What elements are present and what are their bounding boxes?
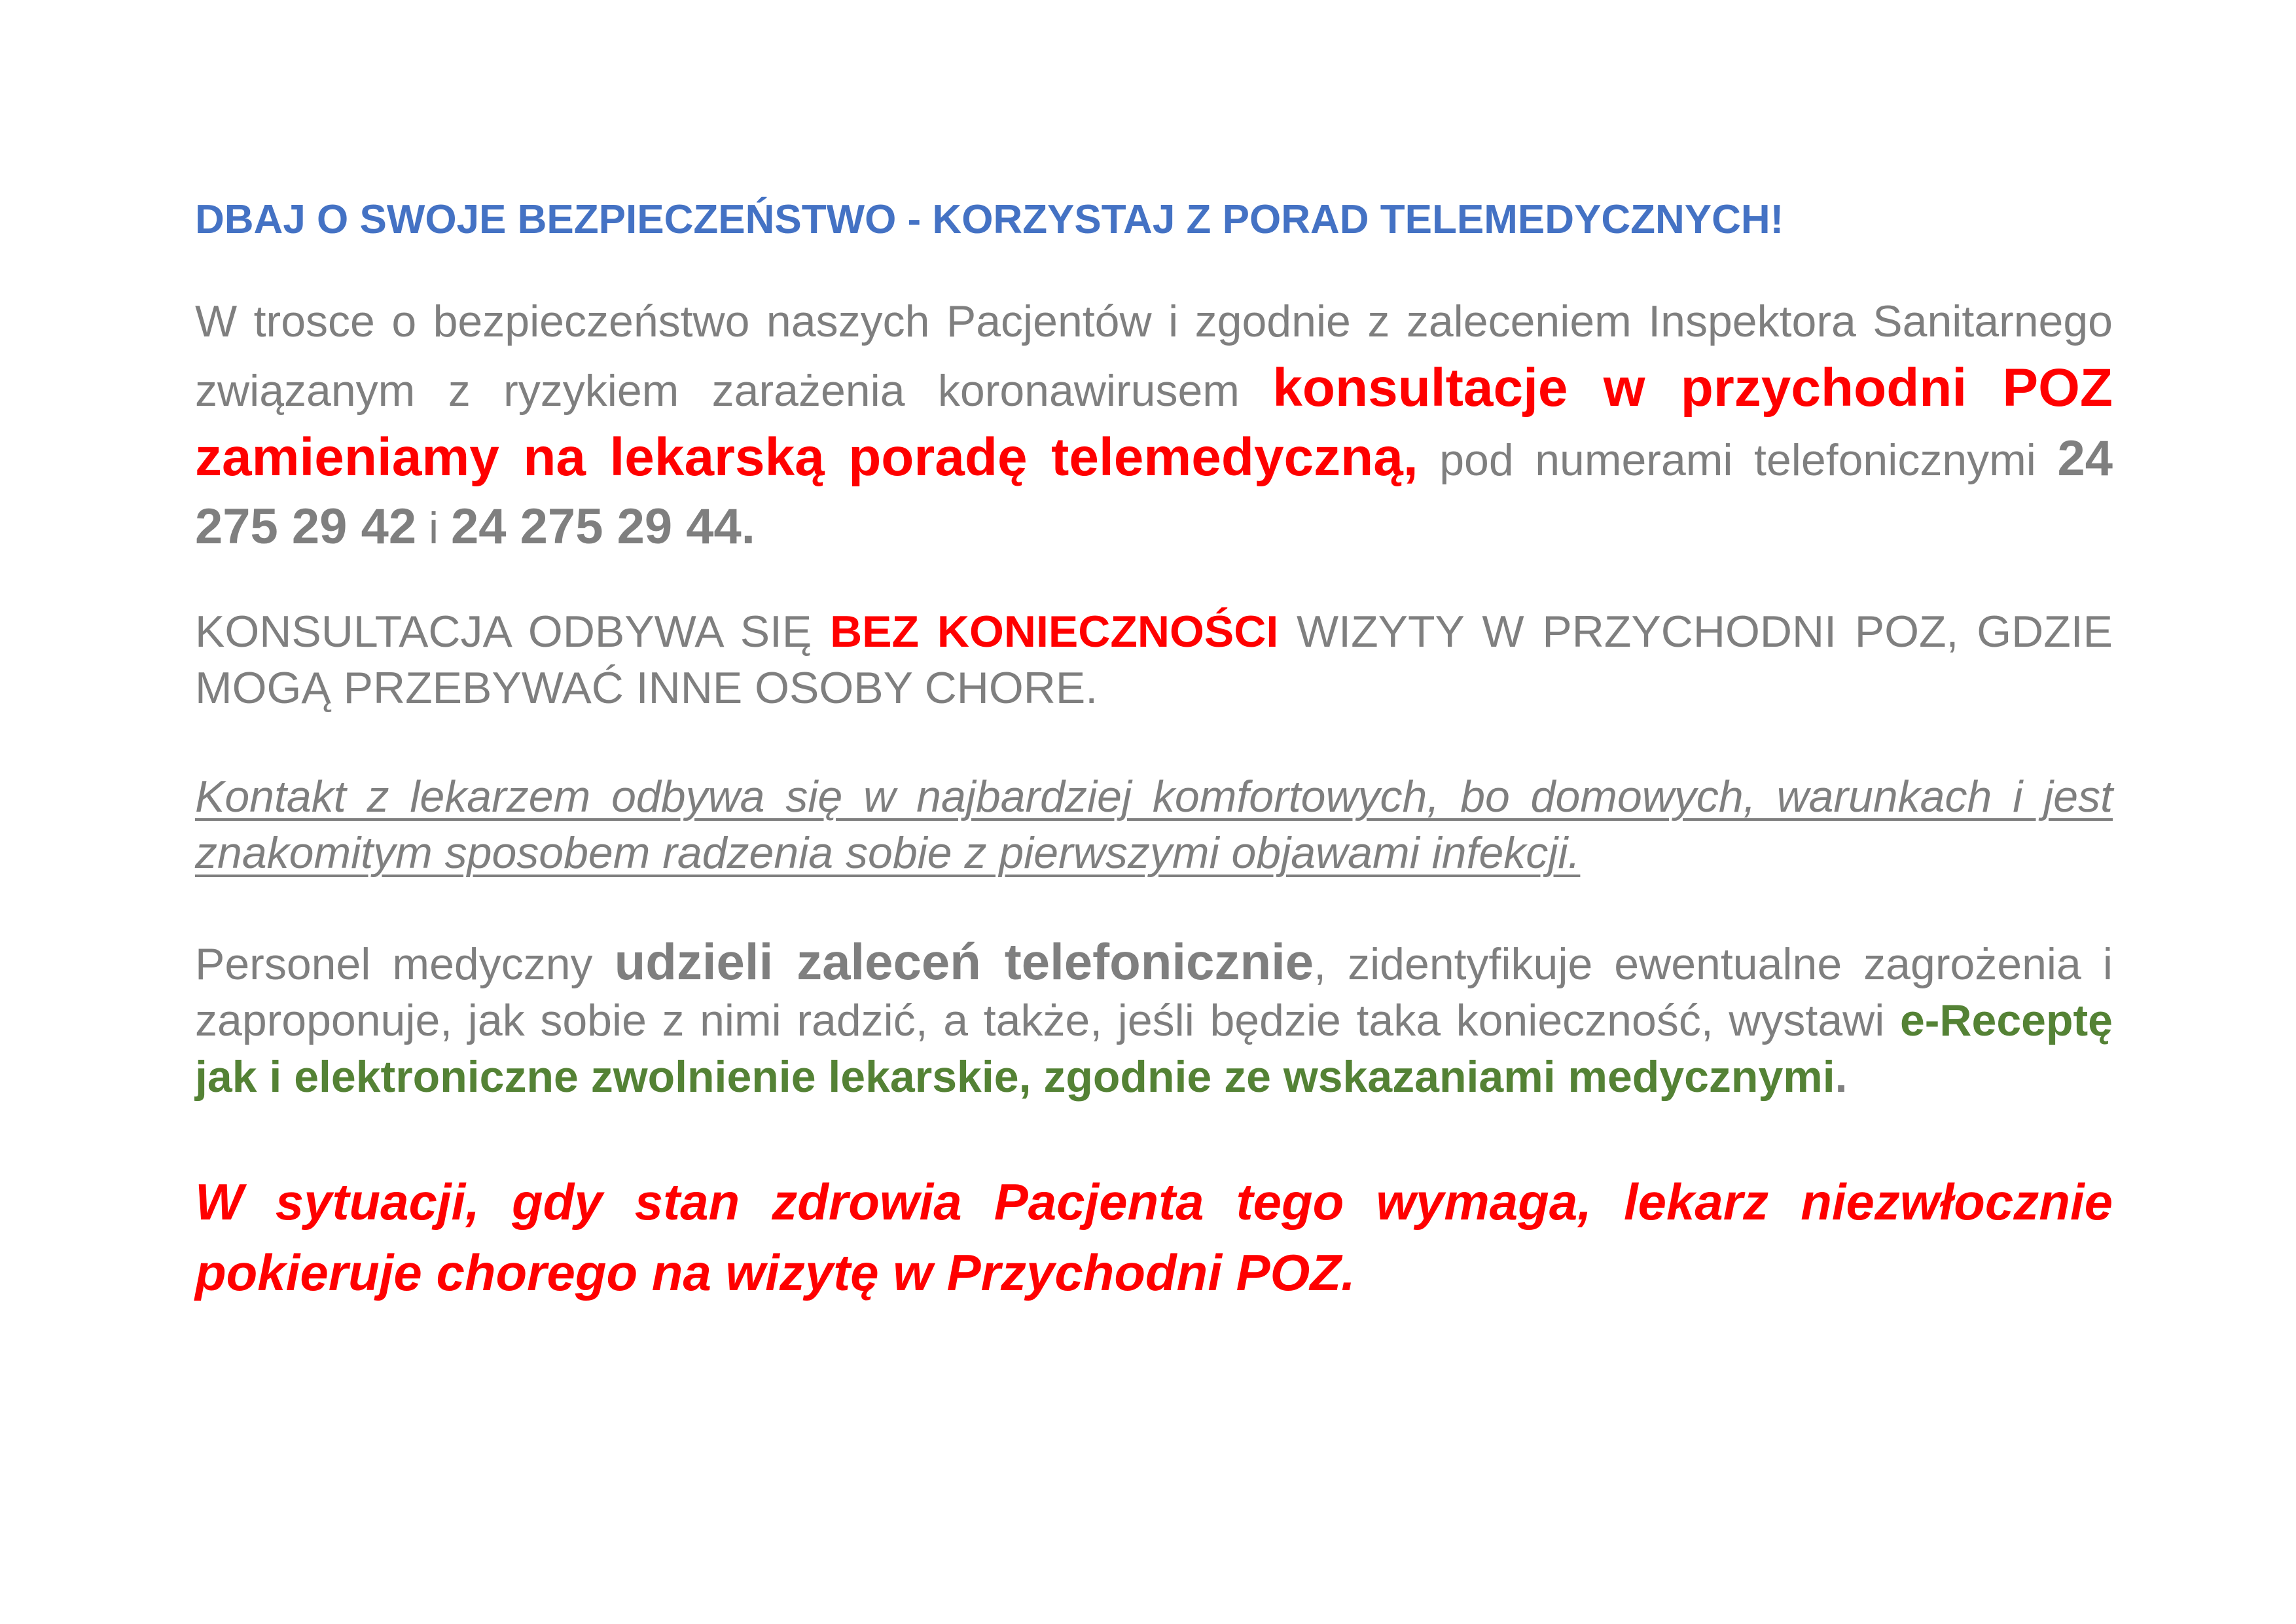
staff-bold: udzieli zaleceń telefonicznie (614, 933, 1314, 990)
paragraph-final (195, 1168, 2113, 1309)
contact-text: Kontakt z lekarzem odbywa się w najbardziej komfortowych, bo domowych, warunkach i jest znakomitym sposobem radzenia sobie z pierwszymi objawami infekcji. (195, 772, 2113, 878)
staff-end: . (1835, 1052, 1848, 1102)
staff-green: e-Receptę jak i elektroniczne zwolnienie lekarskie, zgodnie ze wskazaniami medycznymi (195, 996, 2113, 1102)
paragraph-consultation (195, 604, 2113, 716)
paragraph-staff (195, 933, 2113, 1105)
document-heading: DBAJ O SWOJE BEZPIECZEŃSTWO - KORZYSTAJ Z PORAD TELEMEDYCZNYCH! (195, 197, 1784, 242)
phones-intro: pod numerami telefonicznymi (1418, 435, 2058, 485)
intro-text: W trosce o bezpieczeństwo naszych Pacjentów i zgodnie z zaleceniem Inspektora Sanitarnego związanym z ryzykiem zarażenia koronawirusem (195, 297, 2113, 416)
consultation-highlight: BEZ KONIECZNOŚCI (830, 607, 1279, 657)
phone-number-2: 24 275 29 44 (451, 499, 742, 554)
phone-number-1: 24 275 29 42 (195, 431, 2113, 554)
intro-highlight: konsultacje w przychodni POZ zamieniamy na lekarską poradę telemedyczną, (195, 358, 2113, 487)
intro-end: . (741, 499, 755, 554)
final-text: W sytuacji, gdy stan zdrowia Pacjenta tego wymaga, lekarz niezwłocznie pokieruje chorego na wizytę w Przychodni POZ. (195, 1173, 2113, 1301)
consultation-start: KONSULTACJA ODBYWA SIĘ (195, 607, 831, 657)
phones-and: i (416, 503, 452, 553)
paragraph-intro (195, 288, 2113, 562)
document-page (195, 194, 2113, 1309)
paragraph-contact (195, 768, 2113, 881)
staff-start: Personel medyczny (195, 939, 615, 989)
consultation-end: WIZYTY W PRZYCHODNI POZ, GDZIE MOGĄ PRZEBYWAĆ INNE OSOBY CHORE. (195, 607, 2113, 713)
staff-mid: , zidentyfikuje ewentualne zagrożenia i zaproponuje, jak sobie z nimi radzić, a także, jeśli będzie taka konieczność, wystawi (195, 939, 2113, 1045)
